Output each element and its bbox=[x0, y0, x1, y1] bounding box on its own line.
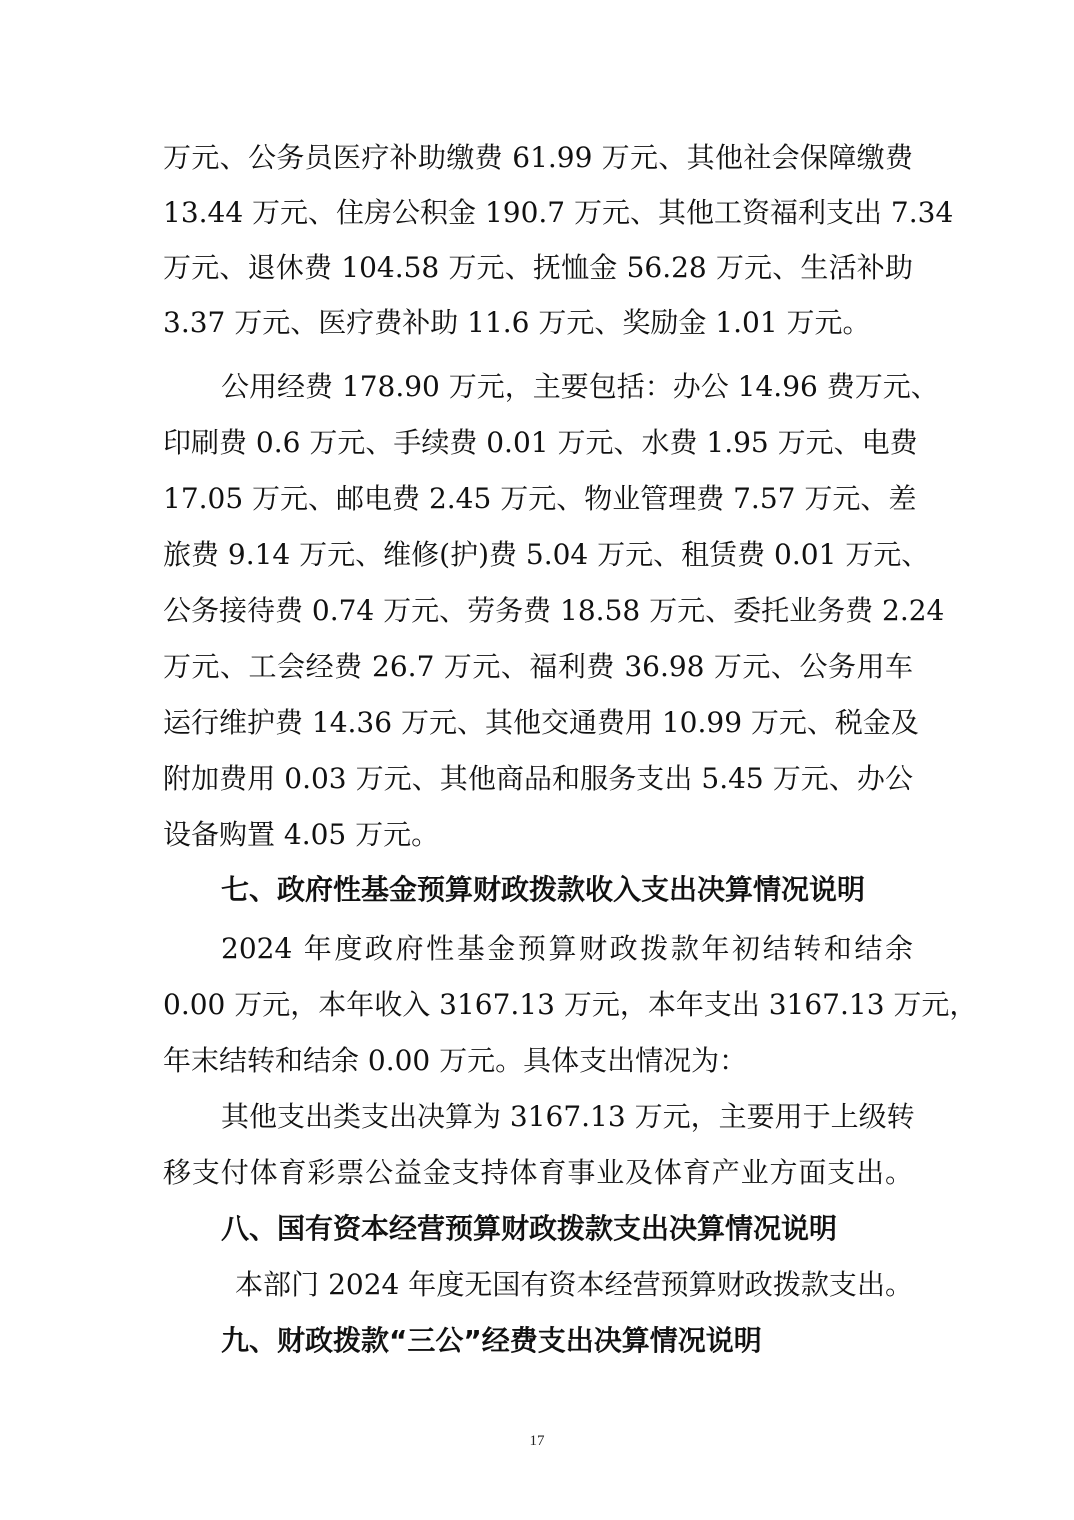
paragraph-line: 设备购置 4.05 万元。 bbox=[163, 818, 440, 851]
paragraph-line: 运行维护费 14.36 万元、其他交通费用 10.99 万元、税金及 bbox=[163, 706, 919, 739]
paragraph-line: 年末结转和结余 0.00 万元。具体支出情况为： bbox=[163, 1044, 748, 1077]
paragraph-line: 万元、工会经费 26.7 万元、福利费 36.98 万元、公务用车 bbox=[163, 650, 913, 683]
section-heading: 八、国有资本经营预算财政拨款支出决算情况说明 bbox=[221, 1212, 838, 1245]
paragraph-line: 印刷费 0.6 万元、手续费 0.01 万元、水费 1.95 万元、电费 bbox=[163, 426, 918, 459]
paragraph-line: 旅费 9.14 万元、维修(护)费 5.04 万元、租赁费 0.01 万元、 bbox=[163, 538, 930, 571]
paragraph-line: 13.44 万元、住房公积金 190.7 万元、其他工资福利支出 7.34 bbox=[163, 196, 954, 229]
paragraph-line: 公务接待费 0.74 万元、劳务费 18.58 万元、委托业务费 2.24 bbox=[163, 594, 945, 627]
paragraph-line: 3.37 万元、医疗费补助 11.6 万元、奖励金 1.01 万元。 bbox=[163, 306, 871, 339]
paragraph-line: 其他支出类支出决算为 3167.13 万元，主要用于上级转 bbox=[221, 1100, 915, 1133]
paragraph-line: 0.00 万元，本年收入 3167.13 万元，本年支出 3167.13 万元， bbox=[163, 988, 978, 1021]
paragraph-line: 万元、退休费 104.58 万元、抚恤金 56.28 万元、生活补助 bbox=[163, 251, 913, 284]
paragraph-line: 附加费用 0.03 万元、其他商品和服务支出 5.45 万元、办公 bbox=[163, 762, 913, 795]
paragraph-line: 2024 年度政府性基金预算财政拨款年初结转和结余 bbox=[221, 932, 913, 965]
section-heading: 七、政府性基金预算财政拨款收入支出决算情况说明 bbox=[221, 873, 866, 906]
paragraph-line: 17.05 万元、邮电费 2.45 万元、物业管理费 7.57 万元、差 bbox=[163, 482, 917, 515]
paragraph-line: 移支付体育彩票公益金支持体育事业及体育产业方面支出。 bbox=[163, 1156, 913, 1189]
paragraph-line: 公用经费 178.90 万元，主要包括：办公 14.96 费万元、 bbox=[221, 370, 939, 403]
paragraph-line: 本部门 2024 年度无国有资本经营预算财政拨款支出。 bbox=[235, 1268, 913, 1301]
paragraph-line: 万元、公务员医疗补助缴费 61.99 万元、其他社会保障缴费 bbox=[163, 141, 913, 174]
section-heading: 九、财政拨款“三公”经费支出决算情况说明 bbox=[221, 1324, 762, 1357]
page-number: 17 bbox=[529, 1433, 545, 1449]
